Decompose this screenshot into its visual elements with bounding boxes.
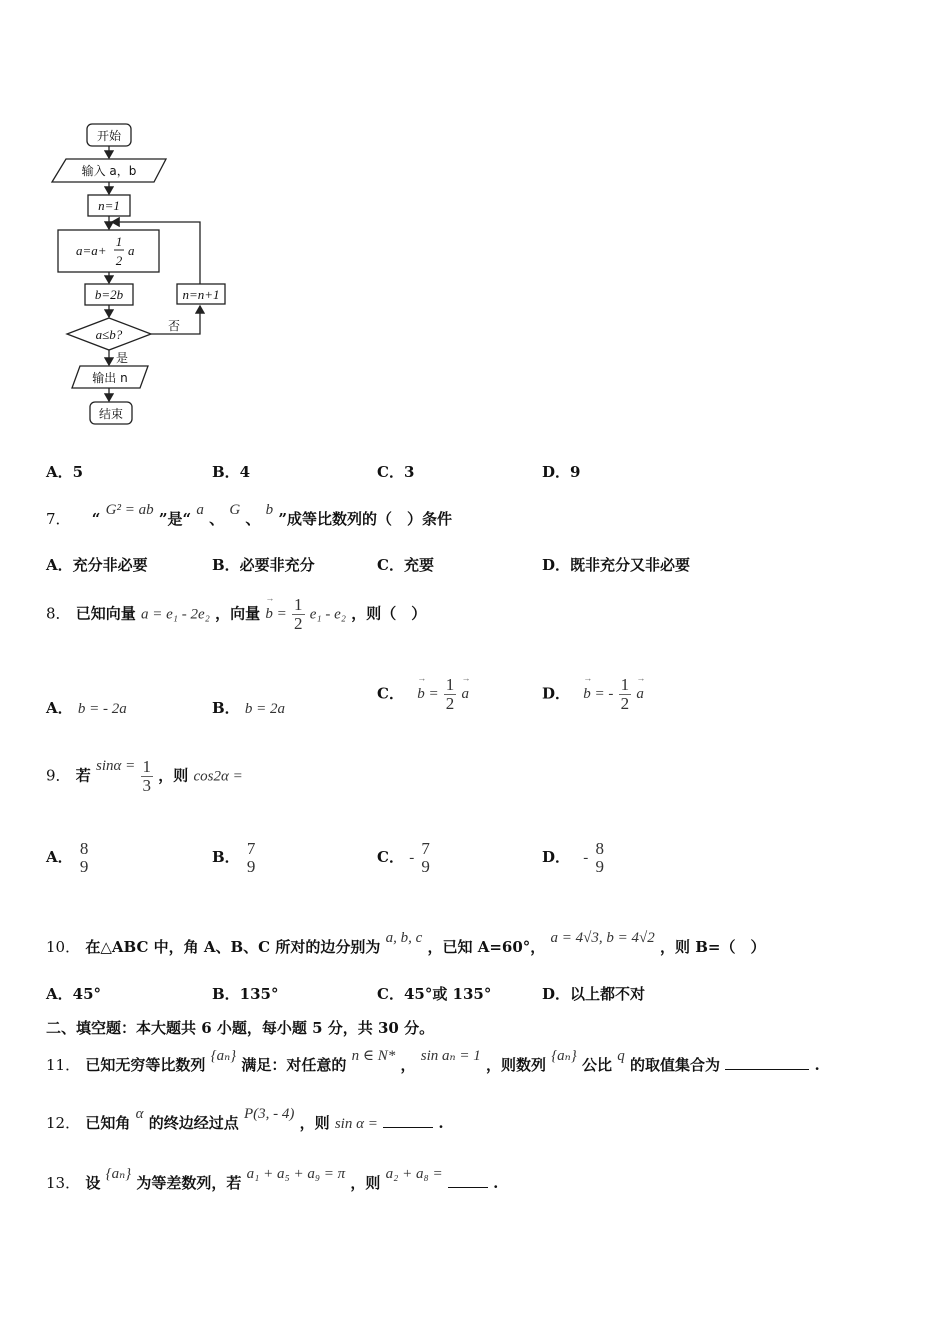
q9-question — [46, 758, 243, 795]
q13-end: . — [493, 1174, 499, 1192]
q10-mid: ，已知 A=60°， — [427, 938, 546, 956]
q10-number: 10． — [46, 938, 81, 956]
q9-rhs: cos2α = — [193, 768, 243, 785]
q9-option-d — [542, 840, 606, 876]
q11-text-1: 满足：对任意的 — [241, 1056, 347, 1074]
q7-option-a: A．充分非必要 — [46, 556, 148, 574]
q8-option-a — [46, 697, 127, 718]
q10-option-c: C．45°或 135° — [377, 985, 492, 1003]
q8-option-d-frac — [619, 676, 632, 713]
q8-option-d — [542, 676, 644, 713]
q8-option-c-lhs: → b = — [417, 686, 438, 703]
q6-option-b: B．4 — [212, 463, 251, 481]
q10-option-d: D．以上都不对 — [542, 985, 646, 1003]
q7-math-g: G — [229, 502, 241, 518]
q12-end: . — [438, 1114, 444, 1132]
q9-option-a-num: 8 — [79, 839, 89, 858]
q9-option-b-label: B． — [212, 847, 240, 866]
q8-tail: ，则（ ） — [351, 604, 427, 623]
q9-option-b-num: 7 — [246, 839, 256, 858]
q7-math-g2ab: G² = ab — [105, 502, 154, 518]
section-heading-fill-in: 二、填空题：本大题共 6 小题，每小题 5 分，共 30 分。 — [46, 1019, 435, 1037]
q8-option-d-lhs: → b = - — [583, 686, 613, 703]
q8-option-c-rhs: → a — [462, 686, 470, 703]
q9-option-d-sign: - — [583, 849, 589, 866]
flow-input-text: 输入 a，b — [81, 164, 137, 178]
q8-option-b — [212, 697, 285, 718]
q11-cond-2: sin aₙ = 1 — [420, 1048, 481, 1064]
q13-number: 13． — [46, 1174, 81, 1192]
q6-option-a: A．5 — [46, 463, 84, 481]
q8-mid: ，向量 — [215, 604, 261, 623]
q8-vector-a: a = e₁ - 2e₂ — [141, 606, 210, 623]
q8-number: 8． — [46, 604, 71, 623]
q11-seq: {aₙ} — [210, 1048, 237, 1064]
q13-mid: 为等差数列，若 — [136, 1174, 242, 1192]
flow-end-text: 结束 — [98, 407, 124, 421]
q10-option-a: A．45° — [46, 985, 102, 1003]
q8-option-d-num: 1 — [620, 675, 630, 694]
q12-prefix: 已知角 — [85, 1114, 131, 1132]
flow-no-label: 否 — [168, 319, 181, 333]
q9-option-a-label: A． — [46, 847, 73, 866]
flow-condition-text: a≤b? — [95, 327, 123, 342]
q10-condition: a = 4√3, b = 4√2 — [550, 930, 655, 946]
q13-prefix: 设 — [85, 1174, 101, 1192]
q7-quote-close: ”是“ — [158, 510, 192, 528]
q10-prefix: 在△ABC 中，角 A、B、C 所对的边分别为 — [85, 938, 381, 956]
flow-frac-num: 1 — [115, 234, 123, 249]
q11-number: 11． — [46, 1056, 81, 1074]
flow-assign-a-box — [58, 230, 159, 272]
flow-frac-den: 2 — [115, 253, 123, 268]
q12-question — [46, 1106, 444, 1133]
q9-option-c-num: 7 — [421, 839, 430, 858]
q9-frac-num: 1 — [142, 757, 152, 776]
q6-option-c: C．3 — [377, 463, 415, 481]
q10-option-b: B．135° — [212, 985, 279, 1003]
q7-question — [46, 502, 453, 529]
q8-option-c — [377, 676, 469, 713]
flow-assign-a-text: a=a+ — [76, 243, 107, 258]
q8-option-c-label: C． — [377, 684, 404, 703]
q9-option-d-num: 8 — [595, 839, 604, 858]
q12-point: P(3, - 4) — [243, 1106, 295, 1122]
q8-question — [46, 596, 426, 633]
q9-option-c-sign: - — [409, 849, 415, 866]
q11-cond-1: n ∈ N* — [351, 1048, 396, 1064]
q10-question — [46, 930, 766, 957]
q8-option-d-label: D． — [542, 684, 571, 703]
q7-math-b: b — [265, 502, 274, 518]
q9-option-c — [377, 840, 432, 876]
q12-number: 12． — [46, 1114, 81, 1132]
flow-yes-label: 是 — [116, 351, 129, 365]
q13-seq: {aₙ} — [105, 1166, 132, 1182]
q9-frac-den: 3 — [142, 775, 152, 795]
flowchart — [40, 118, 250, 430]
q8-frac-num: 1 — [294, 595, 303, 614]
q8-prefix: 已知向量 — [75, 604, 136, 623]
q11-seq-2: {aₙ} — [551, 1048, 577, 1064]
q8-option-a-math: b = - 2a — [77, 701, 127, 717]
q9-option-b-den: 9 — [246, 856, 256, 876]
q11-answer-blank[interactable] — [725, 1057, 809, 1070]
flow-assign-a-tail: a — [128, 243, 135, 258]
q9-prefix: 若 — [75, 766, 91, 785]
q8-option-c-num: 1 — [445, 675, 455, 694]
q8-option-c-frac — [444, 676, 457, 713]
q13-text-2: ，则 — [350, 1174, 381, 1192]
q13-cond: a₁ + a₅ + a₉ = π — [246, 1166, 346, 1182]
q12-expr: sin α = — [334, 1116, 378, 1132]
q8-option-d-den: 2 — [620, 693, 630, 713]
q9-option-b — [212, 840, 257, 876]
q9-option-d-label: D． — [542, 847, 571, 866]
q11-text-3: ，则数列 — [485, 1056, 546, 1074]
q8-option-d-rhs: → a — [636, 686, 644, 703]
q9-lhs: sinα = — [96, 758, 136, 775]
q9-number: 9． — [46, 766, 71, 785]
q6-option-d: D．9 — [542, 463, 581, 481]
flow-increment-text: n=n+1 — [182, 287, 220, 302]
q8-frac-den: 2 — [294, 613, 303, 633]
q9-option-d-frac — [593, 840, 606, 876]
q7-number: 7． — [46, 510, 71, 528]
q8-option-a-label: A． — [46, 699, 73, 717]
q12-answer-blank[interactable] — [383, 1115, 433, 1128]
q11-prefix: 已知无穷等比数列 — [85, 1056, 206, 1074]
q8-vector-b-frac — [292, 596, 305, 633]
q12-mid: 的终边经过点 — [148, 1114, 239, 1132]
q7-sep-2: 、 — [245, 510, 261, 528]
q11-text-2: ， — [400, 1056, 416, 1074]
q11-q: q — [617, 1048, 625, 1064]
q7-quote-open: “ — [91, 510, 101, 528]
q13-expr: a₂ + a₈ = — [385, 1166, 443, 1182]
q11-tail: 的取值集合为 — [629, 1056, 720, 1074]
flow-output-text: 输出 n — [92, 371, 128, 385]
q10-sides: a, b, c — [385, 930, 423, 946]
q8-option-c-den: 2 — [445, 693, 455, 713]
q7-sep-1: 、 — [209, 510, 225, 528]
flow-assign-b-text: b=2b — [94, 287, 124, 302]
q9-option-c-frac — [419, 840, 432, 876]
q9-option-a — [46, 840, 90, 876]
q9-option-c-label: C． — [377, 847, 404, 866]
q9-option-b-frac — [245, 840, 258, 876]
q7-option-d: D．既非充分又非必要 — [542, 556, 691, 574]
q11-text-4: 公比 — [582, 1056, 613, 1074]
q11-question — [46, 1048, 820, 1075]
q9-mid: ，则 — [158, 766, 189, 785]
flow-start-text: 开始 — [96, 129, 122, 143]
q9-option-c-den: 9 — [421, 856, 430, 876]
q9-option-d-den: 9 — [595, 856, 604, 876]
q9-option-a-frac — [78, 840, 91, 876]
q8-vector-b-lhs: → b = — [265, 606, 286, 623]
q11-end: . — [814, 1056, 820, 1074]
q8-option-b-math: b = 2a — [244, 701, 286, 717]
flow-init-text: n=1 — [98, 198, 120, 213]
q8-option-b-label: B． — [212, 699, 240, 717]
q12-alpha: α — [135, 1106, 144, 1122]
q9-frac — [141, 758, 154, 795]
q12-text-2: ，则 — [299, 1114, 330, 1132]
q7-option-c: C．充要 — [377, 556, 434, 574]
q7-tail: ”成等比数列的（ ）条件 — [278, 510, 453, 528]
q13-question — [46, 1166, 499, 1193]
q7-option-b: B．必要非充分 — [212, 556, 315, 574]
q9-option-a-den: 9 — [79, 856, 89, 876]
q13-answer-blank[interactable] — [448, 1175, 488, 1188]
q10-tail: ，则 B=（ ） — [659, 938, 766, 956]
q7-math-a: a — [196, 502, 204, 518]
q8-vector-b-rhs: e₁ - e₂ — [309, 606, 346, 623]
